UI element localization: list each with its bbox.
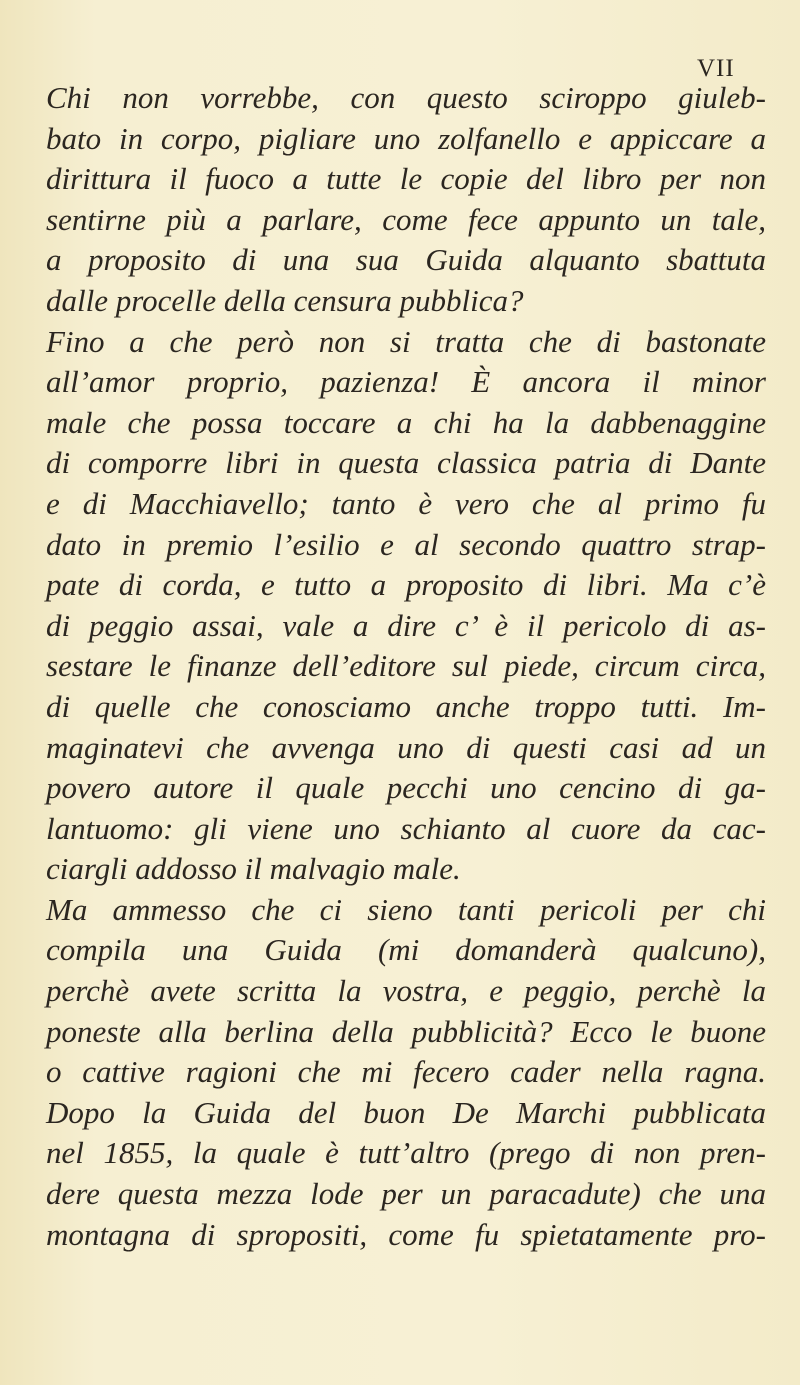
text-line: male che possa toccare a chi ha la dabbenaggine bbox=[46, 404, 766, 440]
text-line: bato in corpo, pigliare uno zolfanello e appiccare a bbox=[46, 120, 766, 156]
text-line: di quelle che conosciamo anche troppo tutti. Im- bbox=[46, 688, 766, 724]
text-line: Ma ammesso che ci sieno tanti pericoli per chi bbox=[46, 891, 766, 927]
text-line: dere questa mezza lode per un paracadute) che una bbox=[46, 1176, 766, 1212]
text-line: montagna di spropositi, come fu spietatamente pro- bbox=[46, 1216, 766, 1252]
text-line: pate di corda, e tutto a proposito di libri. Ma c’è bbox=[46, 567, 766, 603]
body-text bbox=[46, 78, 766, 1255]
text-line: Dopo la Guida del buon De Marchi pubblicata bbox=[46, 1094, 766, 1130]
text-line: lantuomo: gli viene uno schianto al cuore da cac- bbox=[46, 810, 766, 846]
text-line: perchè avete scritta la vostra, e peggio, perchè la bbox=[46, 973, 766, 1009]
text-line: nel 1855, la quale è tutt’altro (prego di non pren- bbox=[46, 1135, 766, 1171]
page-number: VII bbox=[697, 55, 735, 82]
text-line: ciargli addosso il malvagio male. bbox=[46, 851, 461, 887]
text-line: maginatevi che avvenga uno di questi casi ad un bbox=[46, 729, 766, 765]
text-line: Chi non vorrebbe, con questo sciroppo giuleb- bbox=[46, 80, 766, 115]
text-line: o cattive ragioni che mi fecero cader nella ragna. bbox=[46, 1054, 766, 1090]
text-line: all’amor proprio, pazienza! È ancora il minor bbox=[46, 364, 766, 400]
text-line: a proposito di una sua Guida alquanto sbattuta bbox=[46, 242, 766, 278]
text-line: sestare le finanze dell’editore sul piede, circum circa, bbox=[46, 648, 766, 684]
text-line: povero autore il quale pecchi uno cencino di ga- bbox=[46, 770, 766, 806]
text-line: di peggio assai, vale a dire c’ è il pericolo di as- bbox=[46, 607, 766, 643]
text-line: di comporre libri in questa classica patria di Dante bbox=[46, 445, 766, 481]
text-line: e di Macchiavello; tanto è vero che al primo fu bbox=[46, 485, 766, 521]
text-line: compila una Guida (mi domanderà qualcuno), bbox=[46, 932, 766, 968]
text-line: poneste alla berlina della pubblicità? Ecco le buone bbox=[46, 1013, 766, 1049]
text-line: dato in premio l’esilio e al secondo quattro strap- bbox=[46, 526, 766, 562]
text-line: sentirne più a parlare, come fece appunto un tale, bbox=[46, 201, 766, 237]
text-line: dirittura il fuoco a tutte le copie del libro per non bbox=[46, 161, 766, 197]
text-line: Fino a che però non si tratta che di bastonate bbox=[46, 323, 766, 359]
text-line: dalle procelle della censura pubblica? bbox=[46, 282, 524, 318]
